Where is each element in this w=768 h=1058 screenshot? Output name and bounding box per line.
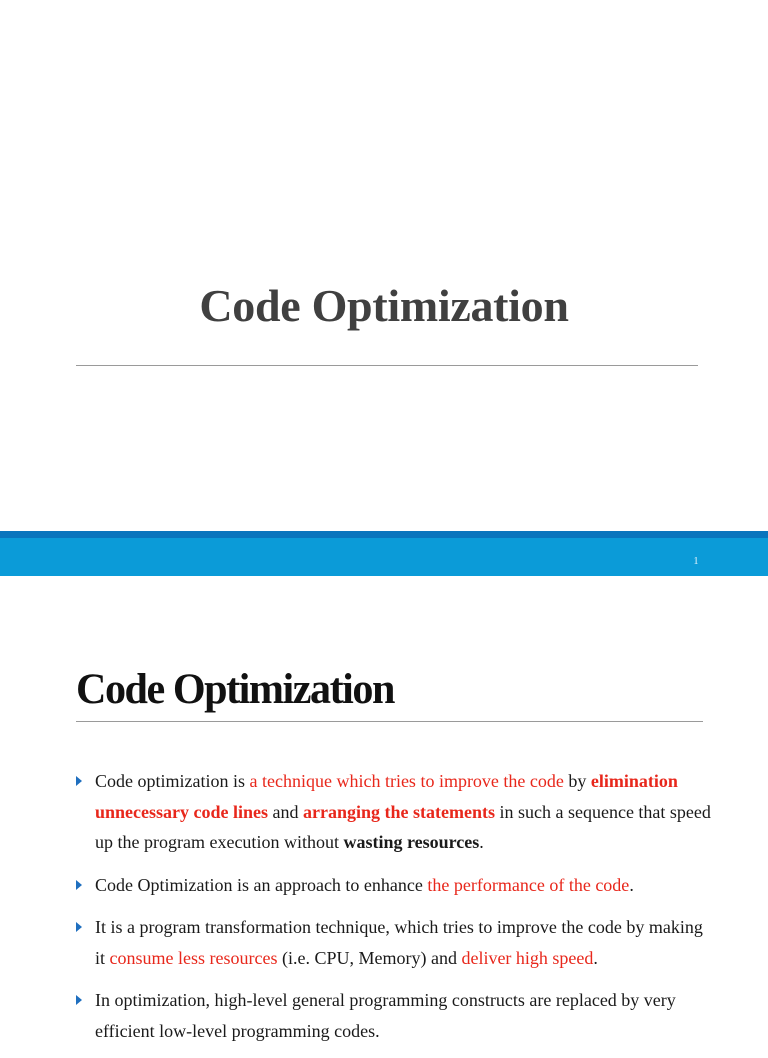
bullet-item: [76, 870, 716, 901]
bullet-text-segment: consume less resources: [109, 947, 278, 968]
bullet-text-segment: wasting resources: [343, 832, 480, 852]
bullet-text-segment: in such a sequence that speed up the program execution without: [95, 801, 711, 852]
bullet-text-segment: the performance of the code: [427, 874, 630, 895]
bullet-text-segment: .: [629, 874, 634, 895]
bullet-item: [76, 766, 716, 858]
bullet-text-segment: Code optimization is: [95, 771, 250, 791]
title-divider: [76, 365, 698, 366]
slide2-title: Code Optimization: [76, 666, 394, 713]
bullet-text-segment: by: [563, 771, 591, 791]
bullet-text-segment: (i.e. CPU, Memory) and: [277, 947, 462, 968]
bullet-text-segment: deliver high speed: [461, 947, 594, 968]
slide1-title: Code Optimization: [199, 280, 569, 331]
bullet-text-segment: .: [593, 947, 598, 968]
bullet-text-segment: a technique which tries to improve the code: [249, 771, 564, 791]
bullet-text-segment: It is a program transformation technique, which tries to improve the code by making it: [95, 917, 703, 968]
bullet-item: [76, 985, 716, 1046]
bullet-text-segment: .: [479, 832, 484, 852]
footer-band-accent: [0, 531, 768, 538]
slide-footer-band: [0, 531, 768, 576]
bullet-arrow-icon: [76, 922, 82, 932]
slide-number: 1: [693, 556, 699, 567]
bullet-list: [76, 766, 716, 1058]
bullet-text-segment: arranging the statements: [303, 801, 495, 822]
bullet-text-segment: In optimization, high-level general programming constructs are replaced by very efficient low-level programming codes.: [95, 990, 676, 1041]
bullet-item: [76, 912, 716, 973]
bullet-arrow-icon: [76, 880, 82, 890]
bullet-text-segment: elimination unnecessary code lines: [95, 771, 678, 822]
heading-divider: [76, 721, 703, 722]
bullet-arrow-icon: [76, 776, 82, 786]
bullet-text-segment: Code Optimization is an approach to enhance: [95, 874, 428, 895]
bullet-arrow-icon: [76, 995, 82, 1005]
bullet-text-segment: and: [268, 801, 303, 822]
